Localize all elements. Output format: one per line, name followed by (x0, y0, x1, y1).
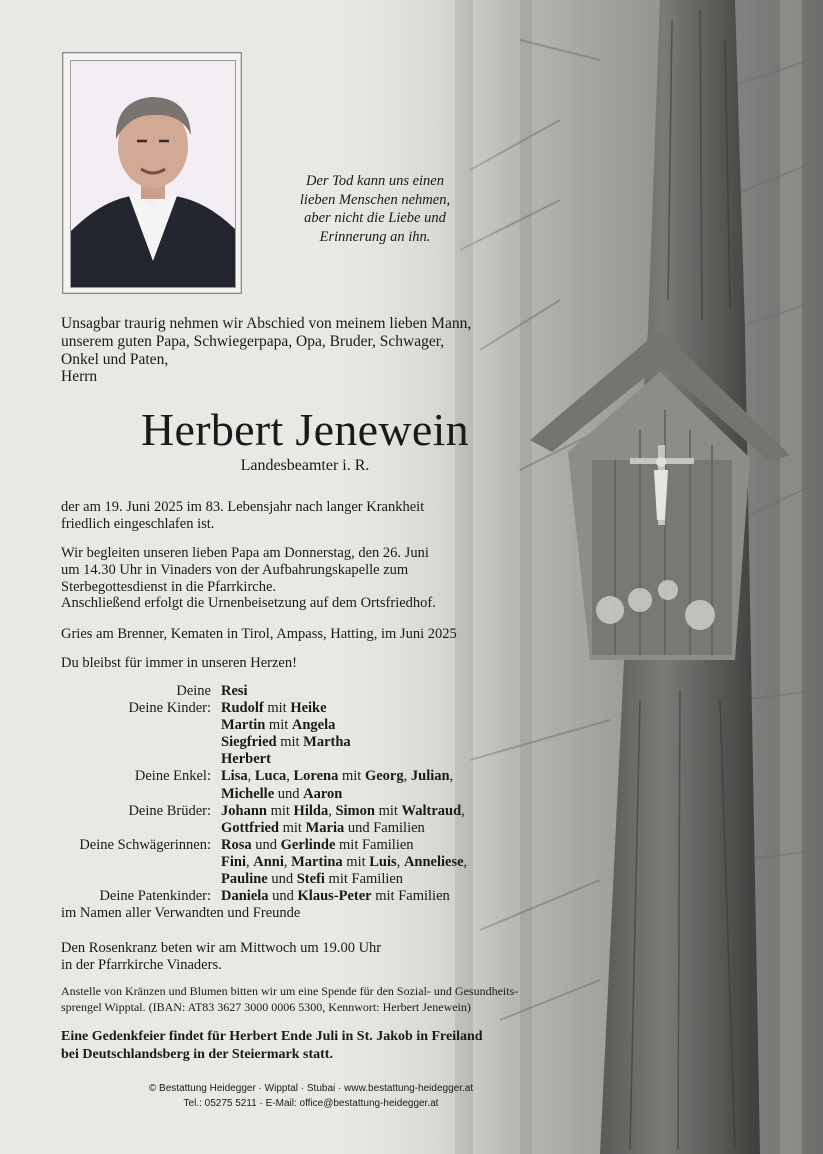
family-name: Daniela (221, 888, 269, 905)
family-label: Deine Patenkinder: (99, 888, 211, 905)
connector: , (247, 768, 252, 785)
donation-line: Anstelle von Kränzen und Blumen bitten wir um eine Spende für den Sozial- und Gesundheits- (61, 984, 519, 998)
connector: mit (282, 819, 302, 836)
family-row (61, 871, 541, 888)
family-label: Deine Enkel: (134, 768, 211, 785)
family-row-brothers (61, 803, 541, 820)
connector: mit (270, 802, 290, 819)
funeral-line: Anschließend erfolgt die Urnenbeisetzung auf dem Ortsfriedhof. (61, 595, 436, 612)
family-row (61, 786, 541, 803)
connector: und (277, 785, 300, 802)
relatives-line (61, 905, 541, 922)
family-name: Gerlinde (280, 836, 336, 853)
memorial-line: bei Deutschlandsberg in der Steiermark statt. (61, 1046, 333, 1062)
family-label: Deine (176, 683, 211, 699)
family-name: Luis (369, 853, 397, 870)
family-row-godchildren (61, 888, 541, 905)
death-line: friedlich eingeschlafen ist. (61, 515, 215, 532)
family-name: Rudolf (221, 700, 264, 717)
memorial-quote (270, 172, 480, 246)
family-name: Stefi (296, 871, 325, 888)
connector: , (286, 768, 290, 785)
intro-text (61, 315, 521, 386)
family-name: Georg (364, 768, 404, 785)
portrait-frame (62, 52, 242, 294)
connector: mit (346, 853, 366, 870)
intro-line: Onkel und Paten, (61, 350, 169, 368)
quote-line: Der Tod kann uns einen (305, 173, 444, 189)
family-name: Martha (303, 734, 351, 751)
connector: und Familien (347, 819, 425, 836)
family-row (61, 734, 541, 751)
family-name: Siegfried (221, 734, 277, 751)
connector: , (283, 853, 288, 870)
connector: , (328, 802, 332, 819)
connector: , (396, 853, 401, 870)
connector: mit (267, 700, 287, 717)
quote-line: lieben Menschen nehmen, (299, 191, 451, 208)
family-row-grandchildren (61, 768, 541, 785)
connector: mit (280, 734, 300, 751)
connector: mit (268, 717, 289, 734)
deceased-title: Landesbeamter i. R. (240, 457, 370, 474)
connector: mit Familien (375, 888, 450, 905)
connector: , (449, 768, 454, 785)
family-name: Rosa (221, 836, 252, 853)
motto: Du bleibst für immer in unseren Herzen! (61, 655, 297, 671)
donation-line: sprengel Wipptal. (IBAN: AT83 3627 3000 0006 5300, Kennwort: Herbert Jenewein) (61, 1000, 471, 1014)
family-name: Gottfried (221, 819, 279, 836)
death-notice (61, 499, 541, 533)
connector: mit Familien (339, 836, 414, 853)
places-date: Gries am Brenner, Kematen in Tirol, Ampass, Hatting, im Juni 2025 (61, 626, 457, 642)
deceased-name: Herbert Jenewein (141, 404, 469, 455)
family-label: Deine Brüder: (128, 802, 211, 819)
quote-line: Erinnerung an ihn. (319, 228, 431, 245)
connector: , (403, 768, 408, 785)
family-name: Herbert (221, 751, 271, 768)
rosary-line: in der Pfarrkirche Vinaders. (61, 956, 222, 973)
family-name: Martina (291, 853, 343, 870)
family-name: Resi (221, 683, 248, 699)
family-name: Luca (254, 768, 287, 785)
family-name: Waltraud (401, 802, 462, 819)
connector: und (255, 836, 277, 853)
connector: , (461, 802, 465, 819)
family-name: Simon (335, 802, 375, 819)
portrait-photo (70, 60, 236, 288)
family-row (61, 717, 541, 734)
family-name: Anneliese (403, 853, 464, 870)
family-label: Deine Kinder: (128, 700, 211, 717)
family-name: Angela (291, 717, 336, 734)
family-name: Julian (410, 768, 450, 785)
family-name: Lorena (293, 768, 339, 785)
connector: mit (378, 802, 398, 819)
family-name: Maria (305, 819, 345, 836)
connector: , (463, 853, 468, 870)
footer (61, 1081, 561, 1111)
connector: mit Familien (328, 871, 404, 888)
connector: mit (342, 768, 362, 785)
funeral-info (61, 545, 541, 612)
intro-line: unserem guten Papa, Schwiegerpapa, Opa, Bruder, Schwager, (61, 332, 445, 350)
death-line: der am 19. Juni 2025 im 83. Lebensjahr nach langer Krankheit (61, 499, 425, 515)
family-row (61, 854, 541, 871)
memorial-event (61, 1028, 561, 1063)
memorial-line: Eine Gedenkfeier findet für Herbert Ende Juli in St. Jakob in Freiland (61, 1029, 483, 1044)
family-name: Anni (253, 853, 284, 870)
funeral-line: Sterbegottesdienst in die Pfarrkirche. (61, 578, 277, 595)
family-name: Heike (290, 700, 327, 717)
family-row-sisters-in-law (61, 837, 541, 854)
rosary-info (61, 940, 541, 974)
funeral-line: Wir begleiten unseren lieben Papa am Donnerstag, den 26. Juni (61, 545, 429, 561)
rosary-line: Den Rosenkranz beten wir am Mittwoch um 19.00 Uhr (61, 940, 382, 956)
quote-line: aber nicht die Liebe und (304, 210, 446, 226)
intro-line: Unsagbar traurig nehmen wir Abschied von meinem lieben Mann, (61, 315, 472, 332)
family-row (61, 751, 541, 768)
footer-line-contact: Tel.: 05275 5211 · E-Mail: office@bestattung-heidegger.at (183, 1098, 439, 1109)
intro-line: Herrn (61, 368, 98, 386)
family-row-children (61, 700, 541, 717)
connector: , (245, 853, 250, 870)
relatives-text: im Namen aller Verwandten und Freunde (61, 905, 301, 922)
funeral-line: um 14.30 Uhr in Vinaders von der Aufbahrungskapelle zum (61, 561, 409, 578)
family-name: Lisa (221, 768, 248, 785)
family-name: Martin (221, 717, 266, 734)
family-list (61, 683, 541, 922)
family-name: Michelle (221, 785, 275, 802)
family-name: Aaron (303, 785, 343, 802)
family-label: Deine Schwägerinnen: (79, 836, 211, 853)
family-row-wife (61, 683, 541, 700)
family-name: Pauline (221, 871, 268, 888)
family-name: Klaus-Peter (297, 888, 372, 905)
donation-info (61, 983, 561, 1015)
family-name: Hilda (293, 802, 329, 819)
footer-line-company: © Bestattung Heidegger · Wipptal · Stubai · www.bestattung-heidegger.at (148, 1083, 474, 1094)
connector: und (271, 871, 294, 888)
family-name: Fini (221, 853, 246, 870)
connector: und (272, 888, 294, 905)
family-row (61, 820, 541, 837)
family-name: Johann (221, 802, 267, 819)
